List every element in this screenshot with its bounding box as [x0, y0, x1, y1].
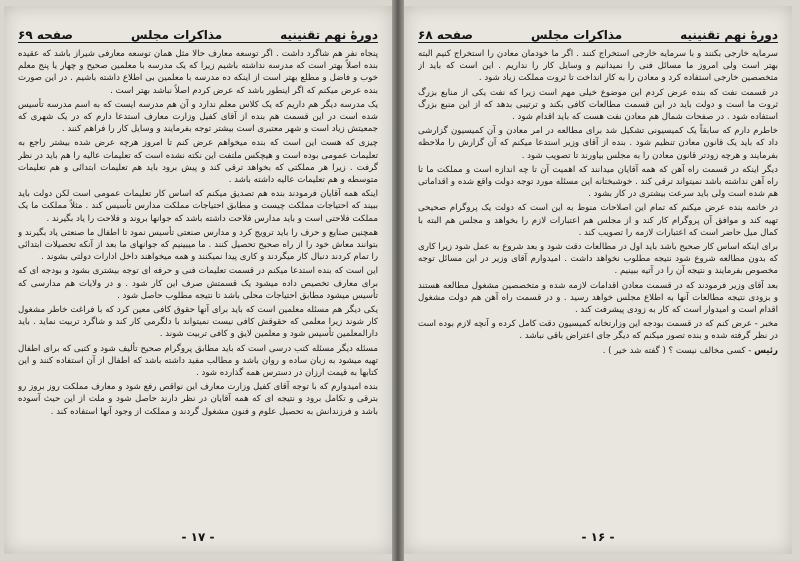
paragraph: سرمایه خارجی بکنند و با سرمایه خارجی استخراج کنند . اگر ما خودمان معادن را استخراج کنیم البته بهتر است ولی امروز ما مسائل فنی را نمیدانیم و وسایل کار را نداریم . این است که باید از متخصصین خارجی استفاده کرد و معادن را به کار انداخت تا ثروت مملکت زیاد شود . [418, 49, 778, 84]
page-header [418, 16, 778, 43]
page-number: - ۱۶ - [581, 530, 615, 544]
paragraph: خاطرم دارم که سابقاً یک کمیسیونی تشکیل شد برای مطالعه در امر معادن و آن کمیسیون گزارشی داد که باید یک قانون معادن تنظیم شود . بنده از آقای وزیر استدعا میکنم که آن گزارش را ملاحظه بفرمایند و هرچه زودتر قانون معادن را به مجلس بیاورند تا تصویب شود . [418, 126, 778, 161]
header-title: مذاکرات مجلس [530, 28, 623, 42]
paragraph: مسئله دیگر مسئله کتب درسی است که باید مطابق پروگرام صحیح تألیف شود و کتبی که برای اطفال تهیه میشود به زبان ساده و روان باشد و مطالب مفید داشته باشد که اطفال از آن استفاده کنند و این کتابها به قیمت ارزان در دسترس همه گذارده شود . [18, 343, 378, 379]
paragraph: این است که بنده استدعا میکنم در قسمت تعلیمات فنی و حرفه ای توجه بیشتری بشود و بودجه ای که برای معارف تخصیص داده میشود یک قسمتش صرف این کار شود . و در ولایات هم مدارسی که تأسیس میشود مطابق احتیاجات محلی باشد تا نتیجه مطلوب حاصل شود . [18, 266, 378, 301]
paragraph: همچنین صنایع و حرف را باید ترویج کرد و مدارس صنعتی تأسیس نمود تا اطفال ما صنعتی یاد بگیرند و بتوانند معاش خود را از راه صحیح تحصیل کنند . ما میبینیم که جوانهای ما بعد از آنکه تحصیلات ابتدائی را تمام کردند دنبال کار میگردند و کاری پیدا نمیکنند و همه میخواهند داخل ادارات دولتی بشوند . [18, 227, 378, 263]
page-body [418, 48, 778, 520]
page-body [18, 48, 378, 520]
closing-line: - کسی مخالف نیست ؟ ( گفته شد خیر ) . [602, 345, 752, 356]
page-right [404, 6, 792, 554]
paragraph: اینکه همه آقایان فرمودند بنده هم تصدیق میکنم که اساس کار تعلیمات عمومی است لکن دولت باید ببیند که احتیاجات مملکت چیست و مطابق احتیاجات مملکت مدارس تأسیس کند . مثلاً مملکت ما یک مملکت فلاحتی است و باید مدارس فلاحت داشته باشد که جوانها بروند و فلاحت را یاد بگیرند . [18, 189, 378, 224]
paragraph: پنجاه نفر هم شاگرد داشت . اگر توسعه معارف حالا مثل همان توسعه معارفی شیراز باشد که عقیده بنده اصلاً بهتر است که مدرسه نداشته باشیم زیرا که یک مدرسه با معلمین صحیح و چهار یا پنج معلم خوب و فاضل و مطلع بهتر است از اینکه ده مدرسه با معلمین بی اطلاع داشته باشیم . در این صورت بنده عرض میکنم که اگر اینطور باشد که عرض کردم اصلاً نباشد بهتر است . [18, 49, 378, 96]
book-gutter [392, 0, 404, 561]
page-number: - ۱۷ - [181, 530, 215, 544]
session-label: دورهٔ نهم تقنینیه [280, 28, 378, 42]
paragraph: بعد آقای وزیر فرمودند که در قسمت معادن اقدامات لازمه شده و متخصصین مشغول مطالعه هستند و بزودی نتیجه مطالعات آنها به اطلاع مجلس خواهد رسید . و در قسمت راه آهن هم دولت مشغول اقدام است و امیدوار است که کار به زودی پیشرفت کند . [418, 280, 778, 316]
speaker-line [418, 345, 778, 357]
page-label: صفحه ۶۹ [18, 28, 74, 42]
paragraph: چیزی که هست این است که بنده میخواهم عرض کنم تا امروز هرچه عرض شده بیشتر راجع به تعلیمات عمومی بوده است و هیچکس ملتفت این نکته نشده است که تعلیمات عالیه را هم باید در نظر گرفت . زیرا هر مملکتی که بخواهد ترقی کند و پیش برود باید هم تعلیمات ابتدائی و هم تعلیمات متوسطه و هم تعلیمات عالیه داشته باشد . [18, 138, 378, 186]
session-label: دورهٔ نهم تقنینیه [680, 28, 778, 42]
paragraph: یک مدرسه دیگر هم داریم که یک کلاس معلم ندارد و آن هم مدرسه ایست که به اسم مدرسه تأسیس شده است در این قسمت هم بنده از آقای کفیل وزارت معارف استدعا دارم که در یک شهری که جمعیتش زیاد است و شهر معتبری است بیشتر توجه بفرمایند و وسایل کار را فراهم کنند . [18, 99, 378, 135]
paragraph: دیگر اینکه در قسمت راه آهن که همه آقایان میدانند که اهمیت آن تا چه اندازه است و مملکت ما تا راه آهن نداشته باشد نمیتواند ترقی کند . خوشبختانه این مسئله مورد توجه دولت واقع شده و اقداماتی هم شده است ولی باید سرعت بیشتری در کار بشود . [418, 164, 778, 200]
paragraph: در خاتمه بنده عرض میکنم که تمام این اصلاحات منوط به این است که دولت یک پروگرام صحیحی تهیه کند و موافق آن پروگرام کار کند و از مجلس هم اعتبارات لازم را بخواهد و مجلس هم البته با کمال میل حاضر است که اعتبارات لازمه را تصویب کند . [418, 203, 778, 238]
paragraph: بنده امیدوارم که با توجه آقای کفیل وزارت معارف این نواقص رفع شود و معارف مملکت روز بروز رو بترقی و تکامل برود و نتیجه ای که همه آقایان در نظر دارند حاصل شود و ملت از این حیث آسوده باشد و فرزندانش به تحصیل علوم و فنون مشغول گردند و مملکت از وجود آنها استفاده کند . [18, 382, 378, 417]
paragraph: مخبر - عرض کنم که در قسمت بودجه این وزارتخانه کمیسیون دقت کامل کرده و آنچه لازم بوده است در نظر گرفته شده و بنده تصور میکنم که دیگر جای اعتراض باقی نباشد . [418, 319, 778, 342]
page-header [18, 16, 378, 43]
paragraph: برای اینکه اساس کار صحیح باشد باید اول در مطالعات دقت شود و بعد شروع به عمل شود زیرا کاری که بدون مطالعه شروع شود نتیجه مطلوب نخواهد داشت . امیدوارم آقای وزیر در این مسائل توجه مخصوص بفرمایند و نتیجه آن را در آتیه ببینیم . [418, 242, 778, 277]
paragraph: در قسمت نفت که بنده عرض کردم این موضوع خیلی مهم است زیرا که نفت یکی از منابع بزرگ ثروت ما است و دولت باید در این قسمت مطالعات کافی بکند و ترتیبی بدهد که از این منبع بزرگ استفاده شود . در صفحات شمال هم معادن نفت هست که باید اقدام شود . [418, 87, 778, 123]
paragraph: یکی دیگر هم مسئله معلمین است که باید برای آنها حقوق کافی معین کرد که با فراغت خاطر مشغول کار شوند زیرا معلمی که حقوقش کافی نیست نمیتواند با دلگرمی کار کند و شاگرد تربیت نماید . باید دارالمعلمین تأسیس شود و معلمین لایق و کافی تربیت شوند . [18, 305, 378, 340]
header-title: مذاکرات مجلس [130, 28, 223, 42]
page-left [4, 6, 392, 554]
page-label: صفحه ۶۸ [418, 28, 474, 42]
speaker-name: رئیس [754, 345, 778, 356]
